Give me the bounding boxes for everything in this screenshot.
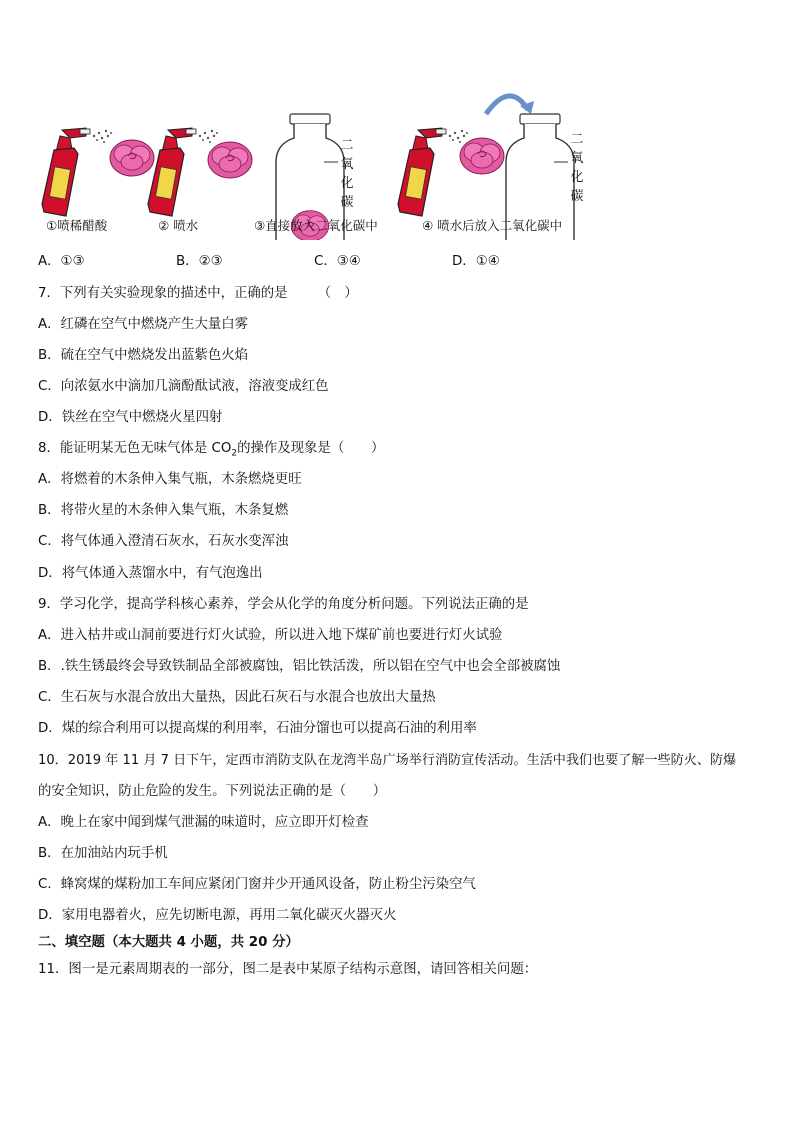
q7-option-d[interactable]: D．铁丝在空气中燃烧火星四射 [38,410,223,425]
section-heading: 二、填空题（本大题共 4 小题，共 20 分） [38,935,299,950]
caption-2: ② 喷水 [158,218,199,233]
q8-option-c[interactable]: C．将气体通入澄清石灰水，石灰水变浑浊 [38,534,289,549]
transfer-arrow-icon [486,96,528,114]
sprayer-1 [42,128,90,216]
spray-1 [93,130,112,143]
experiment-figure [34,80,594,240]
q8-option-b[interactable]: B．将带火星的木条伸入集气瓶，木条复燃 [38,503,289,518]
q7-option-b[interactable]: B．硫在空气中燃烧发出蓝紫色火焰 [38,348,249,363]
sprayer-4 [398,128,446,216]
bottle-4-label: 二 氧 化 碳 [570,132,584,204]
q9-option-b[interactable]: B．.铁生锈最终会导致铁制品全部被腐蚀，铝比铁活泼，所以铝在空气中也会全部被腐蚀 [38,659,561,674]
q10-option-b[interactable]: B．在加油站内玩手机 [38,846,168,861]
q10-option-d[interactable]: D．家用电器着火，应先切断电源，再用二氧化碳灭火器灭火 [38,908,397,923]
bottle-3-label: 二 氧 化 碳 [340,138,354,210]
q10-option-c[interactable]: C．蜂窝煤的煤粉加工车间应紧闭门窗并少开通风设备，防止粉尘污染空气 [38,877,476,892]
q10-stem-line2: 的安全知识，防止危险的发生。下列说法正确的是（ ） [38,784,387,799]
rose-1 [110,140,154,176]
spray-4 [449,130,468,143]
sprayer-2 [148,128,196,216]
q6-option-c[interactable]: C．③④ [314,254,361,269]
spray-2 [199,130,218,143]
q6-option-d[interactable]: D．①④ [452,254,500,269]
q7-stem: 7．下列有关实验现象的描述中，正确的是 （ ） [38,286,358,301]
q10-option-a[interactable]: A．晚上在家中闻到煤气泄漏的味道时，应立即开灯检查 [38,815,369,830]
q6-option-a[interactable]: A．①③ [38,254,85,269]
q8-stem: 8．能证明某无色无味气体是 $CO_2$的操作及现象是（ ） [38,441,385,459]
q6-option-b[interactable]: B．②③ [176,254,223,269]
q8-option-a[interactable]: A．将燃着的木条伸入集气瓶，木条燃烧更旺 [38,472,302,487]
rose-4 [460,138,504,174]
q10-stem-line1: 10．2019 年 11 月 7 日下午，定西市消防支队在龙湾半岛广场举行消防宣传活动。生活中我们也要了解一些防火、防爆 [38,753,737,768]
q7-option-c[interactable]: C．向浓氨水中滴加几滴酚酞试液，溶液变成红色 [38,379,329,394]
q9-option-d[interactable]: D．煤的综合利用可以提高煤的利用率，石油分馏也可以提高石油的利用率 [38,721,477,736]
q9-stem: 9．学习化学，提高学科核心素养，学会从化学的角度分析问题。下列说法正确的是 [38,597,529,612]
q8-option-d[interactable]: D．将气体通入蒸馏水中，有气泡逸出 [38,566,263,581]
q9-option-c[interactable]: C．生石灰与水混合放出大量热，因此石灰石与水混合也放出大量热 [38,690,436,705]
q7-option-a[interactable]: A．红磷在空气中燃烧产生大量白雾 [38,317,249,332]
caption-3: ③直接放入二氧化碳中 [254,218,378,233]
caption-1: ①喷稀醋酸 [46,218,108,233]
rose-2 [208,142,252,178]
caption-4: ④ 喷水后放入二氧化碳中 [422,218,563,233]
q11-stem: 11．图一是元素周期表的一部分，图二是表中某原子结构示意图，请回答相关问题： [38,962,538,977]
q9-option-a[interactable]: A．进入枯井或山洞前要进行灯火试验，所以进入地下煤矿前也要进行灯火试验 [38,628,503,643]
